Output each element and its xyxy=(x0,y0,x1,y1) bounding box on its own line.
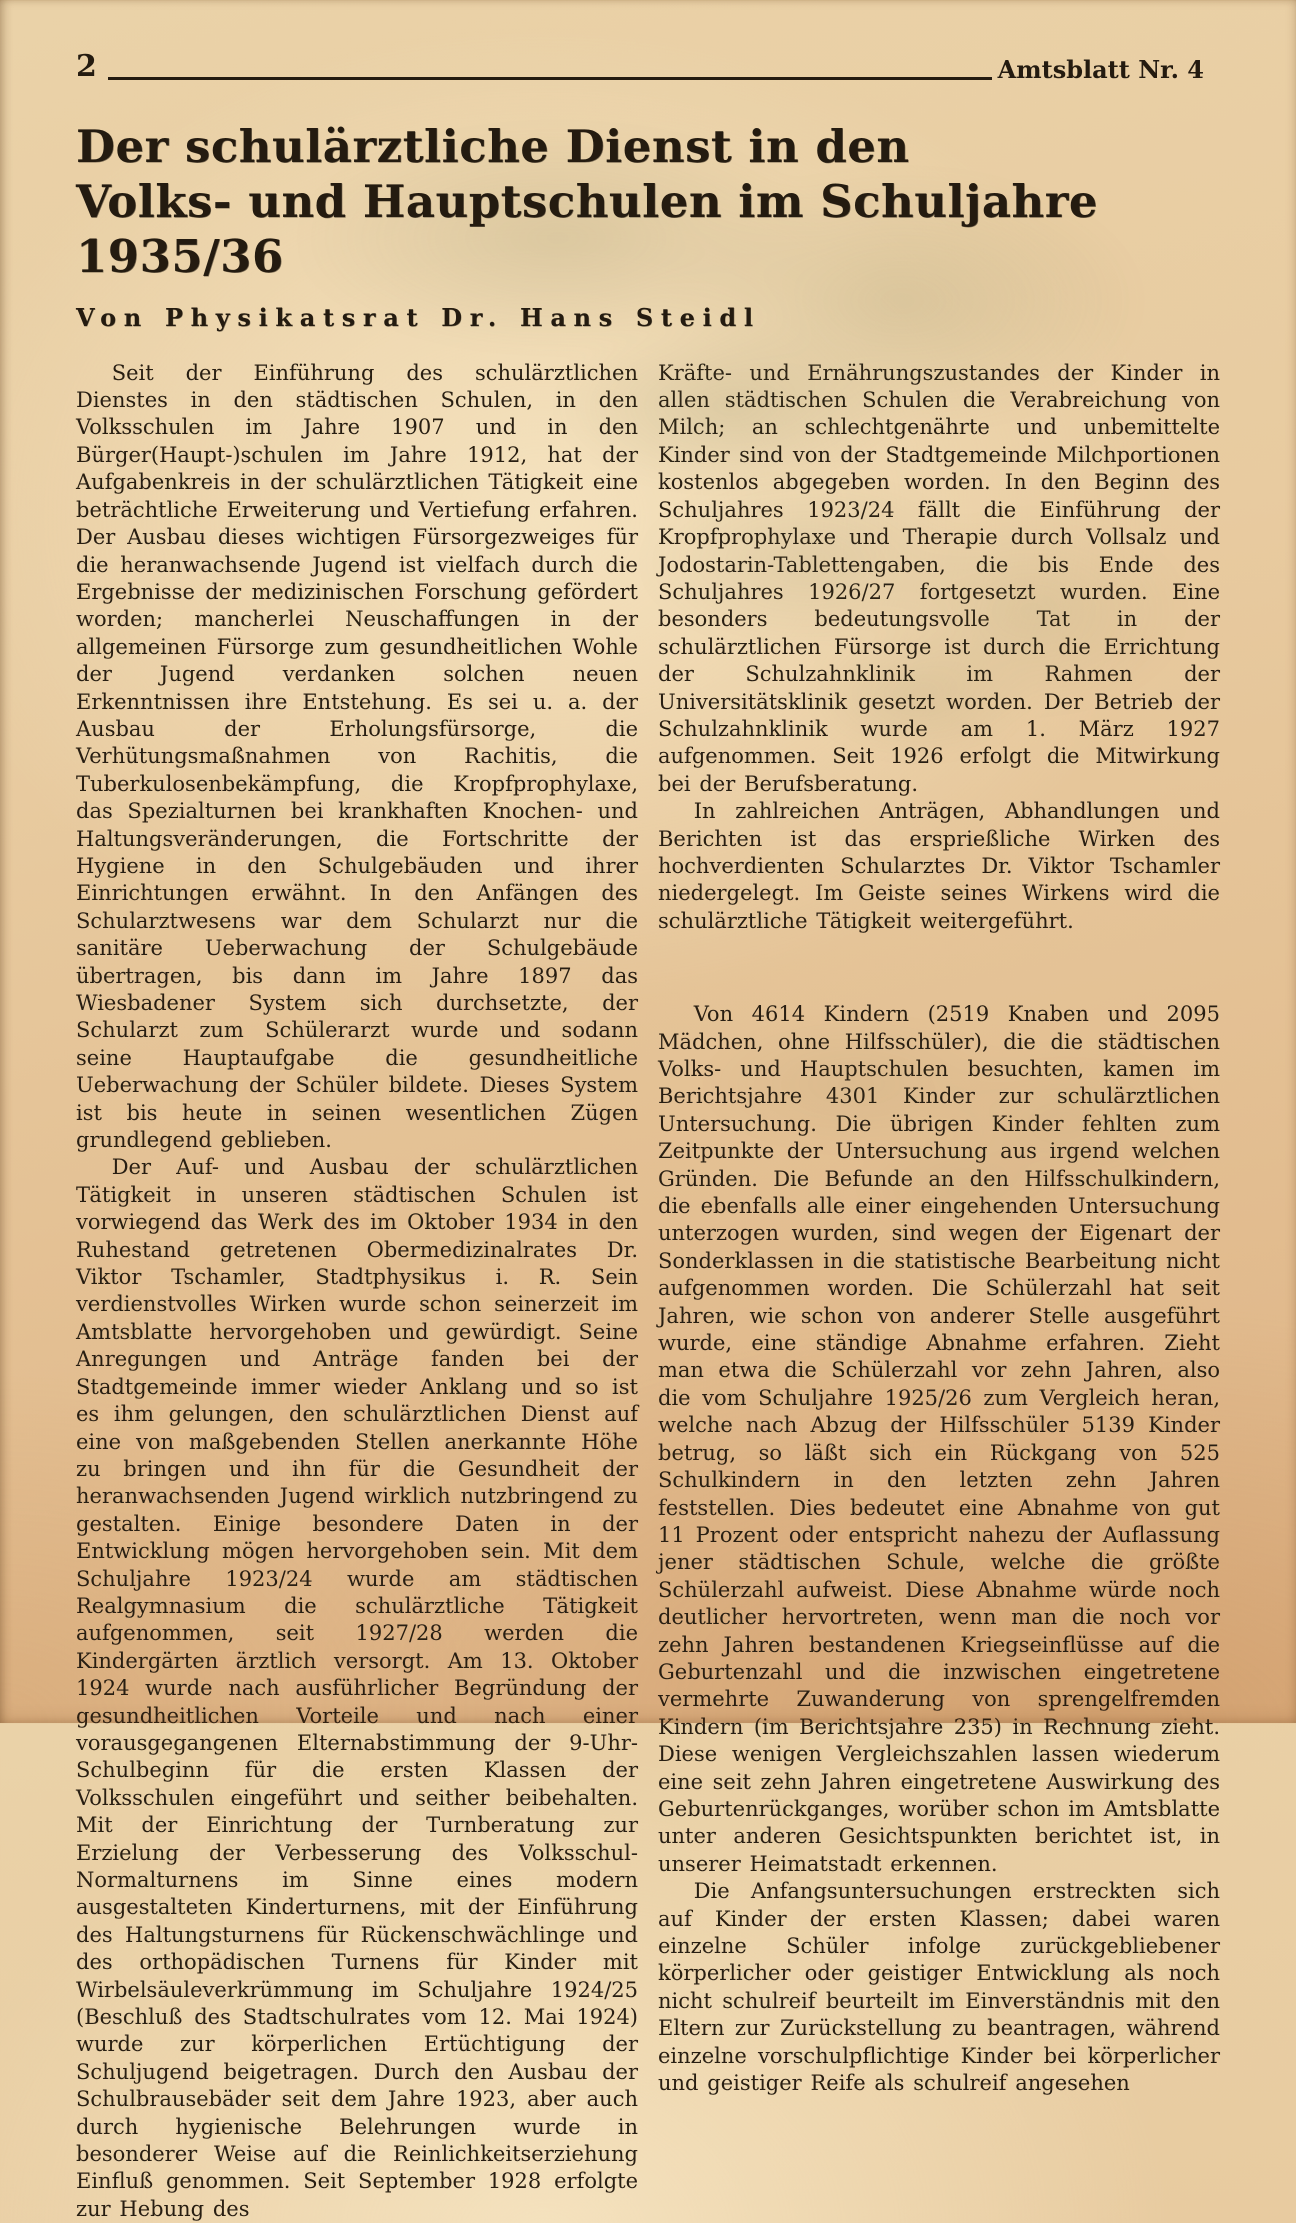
article-body xyxy=(76,360,1220,2223)
article-title-line1: Der schulärztliche Dienst in den xyxy=(76,120,910,173)
masthead-label: Amtsblatt Nr. 4 xyxy=(997,55,1204,84)
paragraph: Kräfte- und Ernährungszustandes der Kinder in allen städtischen Schulen die Verabreichung von Milch; an schlechtgenährte und unbemittelte Kinder sind von der Stadtgemeinde Milchportionen kostenlos abgegeben worden. In den Beginn des Schuljahres 1923/24 fällt die Einführung der Kropfprophylaxe und Therapie durch Vollsalz und Jodostarin-Tablettengaben, die bis Ende des Schuljahres 1926/27 fortgesetzt wurden. Eine besonders bedeutungsvolle Tat in der schulärztlichen Fürsorge ist durch die Errichtung der Schulzahnklinik im Rahmen der Universitätsklinik gesetzt worden. Der Betrieb der Schulzahnklinik wurde am 1. März 1927 aufgenommen. Seit 1926 erfolgt die Mitwirkung bei der Berufsberatung. xyxy=(658,360,1220,796)
article-title-block xyxy=(76,120,1226,332)
right-column xyxy=(658,360,1220,2223)
left-column xyxy=(76,360,638,2223)
article-byline: Von Physikatsrat Dr. Hans Steidl xyxy=(76,302,761,332)
paragraph: Seit der Einführung des schulärztlichen Dienstes in den städtischen Schulen, in den Volksschulen im Jahre 1907 und in den Bürger(Haupt-)schulen im Jahre 1912, hat der Aufgabenkreis in der schulärztlichen Tätigkeit eine beträchtliche Erweiterung und Vertiefung erfahren. Der Ausbau dieses wichtigen Fürsorgezweiges für die heranwachsende Jugend ist vielfach durch die Ergebnisse der medizinischen Forschung gefördert worden; mancherlei Neuschaffungen in der allgemeinen Fürsorge zum gesundheitlichen Wohle der Jugend verdanken solchen neuen Erkenntnissen ihre Entstehung. Es sei u. a. der Ausbau der Erholungsfürsorge, die Verhütungsmaßnahmen von Rachitis, die Tuberkulosenbekämpfung, die Kropfprophylaxe, das Spezialturnen bei krankhaften Knochen- und Haltungsveränderungen, die Fortschritte der Hygiene in den Schulgebäuden und ihrer Einrichtungen erwähnt. In den Anfängen des Schularztwesens war dem Schularzt nur die sanitäre Ueberwachung der Schulgebäude übertragen, bis dann im Jahre 1897 das Wiesbadener System sich durchsetzte, der Schularzt zum Schülerarzt wurde und sodann seine Hauptaufgabe die gesundheitliche Ueberwachung der Schüler bildete. Dieses System ist bis heute in seinen wesentlichen Zügen grundlegend geblieben. xyxy=(76,360,638,1153)
paragraph: In zahlreichen Anträgen, Abhandlungen und Berichten ist das ersprießliche Wirken des hochverdienten Schularztes Dr. Viktor Tschamler niedergelegt. Im Geiste seines Wirkens wird die schulärztliche Tätigkeit weitergeführt. xyxy=(658,799,1220,933)
article-title xyxy=(76,120,1226,285)
header-rule xyxy=(108,77,992,80)
paragraph: Von 4614 Kindern (2519 Knaben und 2095 Mädchen, ohne Hilfsschüler), die die städtischen Volks- und Hauptschulen besuchten, kamen im Berichtsjahre 4301 Kinder zur schulärztlichen Untersuchung. Die übrigen Kinder fehlten zum Zeitpunkte der Untersuchung aus irgend welchen Gründen. Die Befunde an den Hilfsschulkindern, die ebenfalls alle einer eingehenden Untersuchung unterzogen wurden, sind wegen der Eigenart der Sonderklassen in die statistische Bearbeitung nicht aufgenommen worden. Die Schülerzahl hat seit Jahren, wie schon von anderer Stelle ausgeführt wurde, eine ständige Abnahme erfahren. Zieht man etwa die Schülerzahl vor zehn Jahren, also die vom Schuljahre 1925/26 zum Vergleich heran, welche nach Abzug der Hilfsschüler 5139 Kinder betrug, so läßt sich ein Rückgang von 525 Schulkindern in den letzten zehn Jahren feststellen. Dies bedeutet eine Abnahme von gut 11 Prozent oder entspricht nahezu der Auflassung jener städtischen Schule, welche die größte Schülerzahl aufweist. Diese Abnahme würde noch deutlicher hervortreten, wenn man die noch vor zehn Jahren bestandenen Kriegseinflüsse auf die Geburtenzahl und die inzwischen eingetretene vermehrte Zuwanderung von sprengelfremden Kindern (im Berichtsjahre 235) in Rechnung zieht. Diese wenigen Vergleichszahlen lassen wiederum eine seit zehn Jahren eingetretene Auswirkung des Geburtenrückganges, worüber schon im Amtsblatte unter anderen Gesichtspunkten berichtet ist, in unserer Heimatstadt erkennen. xyxy=(658,1002,1220,1876)
paragraph: Der Auf- und Ausbau der schulärztlichen Tätigkeit in unseren städtischen Schulen ist vorwiegend das Werk des im Oktober 1934 in den Ruhestand getretenen Obermedizinalrates Dr. Viktor Tschamler, Stadtphysikus i. R. Sein verdienstvolles Wirken wurde schon seinerzeit im Amtsblatte hervorgehoben und gewürdigt. Seine Anregungen und Anträge fanden bei der Stadtgemeinde immer wieder Anklang und so ist es ihm gelungen, den schulärztlichen Dienst auf eine von maßgebenden Stellen anerkannte Höhe zu bringen und ihn für die Gesundheit der heranwachsenden Jugend wirklich nutzbringend zu gestalten. Einige besondere Daten in der Entwicklung mögen hervorgehoben sein. Mit dem Schuljahre 1923/24 wurde am städtischen Realgymnasium die schulärztliche Tätigkeit aufgenommen, seit 1927/28 werden die Kindergärten ärztlich versorgt. Am 13. Oktober 1924 wurde nach ausführlicher Begründung der gesundheitlichen Vorteile und nach einer vorausgegangenen Elternabstimmung der 9-Uhr-Schulbeginn für die ersten Klassen der Volksschulen eingeführt und seither beibehalten. Mit der Einrichtung der Turnberatung zur Erzielung der Verbesserung des Volksschul-Normalturnens im Sinne eines modern ausgestalteten Kinderturnens, mit der Einführung des Haltungsturnens für Rückenschwächlinge und des orthopädischen Turnens für Kinder mit Wirbelsäuleverkrümmung im Schuljahre 1924/25 (Beschluß des Stadtschulrates vom 12. Mai 1924) wurde zur körperlichen Ertüchtigung der Schuljugend beigetragen. Durch den Ausbau der Schulbrausebäder seit dem Jahre 1923, aber auch durch hygienische Belehrungen wurde in besonderer Weise auf die Reinlichkeitserziehung Einfluß genommen. Seit September 1928 erfolgte zur Hebung des xyxy=(76,1155,638,2221)
page-number: 2 xyxy=(76,49,98,84)
page-header xyxy=(76,49,1204,84)
paragraph: Die Anfangsuntersuchungen erstreckten sich auf Kinder der ersten Klassen; dabei waren einzelne Schüler infolge zurückgebliebener körperlicher oder geistiger Entwicklung als noch nicht schulreif beurteilt im Einverständnis mit den Eltern zur Zurückstellung zu beantragen, während einzelne vorschulpflichtige Kinder bei körperlicher und geistiger Reife als schulreif angesehen xyxy=(658,1879,1220,2096)
article-title-line2: Volks- und Hauptschulen im Schuljahre 1935/36 xyxy=(76,174,1099,283)
